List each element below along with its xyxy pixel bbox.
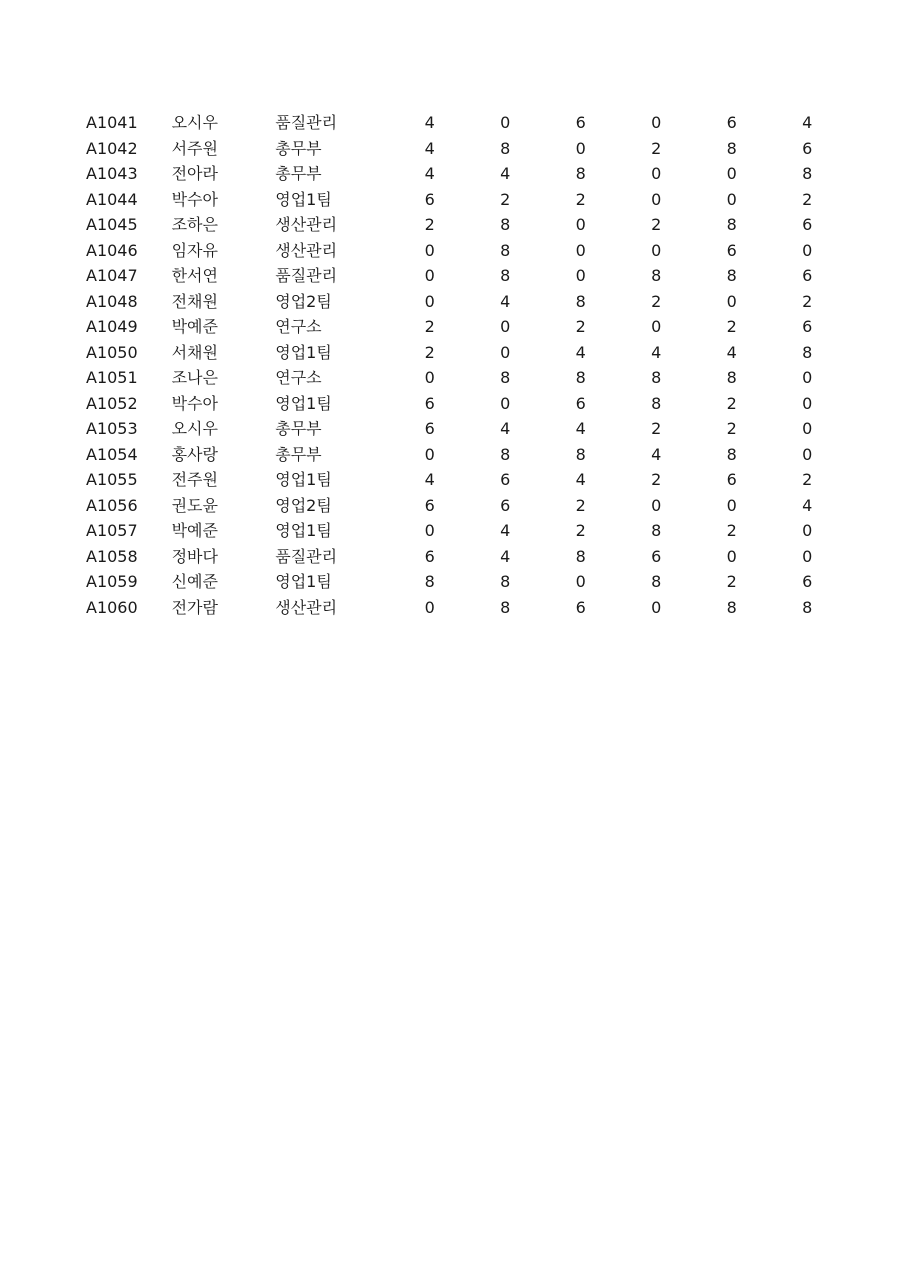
score-cell: 8 — [424, 572, 435, 591]
table-row — [80, 467, 845, 493]
score-cell: 6 — [424, 495, 435, 515]
score-cell: 2 — [651, 470, 662, 489]
department-cell: 생산관리 — [275, 240, 338, 260]
score-cell: 0 — [424, 368, 435, 387]
table-row — [80, 595, 845, 621]
score-cell: 2 — [575, 317, 586, 336]
score-cell: 0 — [575, 138, 586, 158]
score-cell: 2 — [424, 317, 435, 336]
score-cell: 4 — [424, 113, 435, 132]
score-cell: 0 — [575, 266, 586, 285]
score-cell: 8 — [500, 240, 511, 260]
score-cell: 2 — [651, 291, 662, 311]
score-cell: 8 — [802, 342, 813, 362]
employee-id-cell: A1053 — [86, 419, 138, 438]
employee-name-cell: 정바다 — [171, 546, 218, 566]
employee-name-cell: 전채원 — [171, 291, 218, 311]
score-cell: 0 — [424, 521, 435, 540]
score-cell: 2 — [651, 419, 662, 438]
score-cell: 8 — [651, 368, 662, 387]
department-cell: 영업1팀 — [275, 342, 332, 362]
score-cell: 8 — [500, 572, 511, 591]
score-cell: 8 — [500, 138, 511, 158]
score-cell: 4 — [651, 342, 662, 362]
score-cell: 4 — [802, 113, 813, 132]
score-cell: 8 — [500, 215, 511, 234]
score-cell: 0 — [500, 113, 511, 132]
department-cell: 총무부 — [275, 164, 322, 183]
score-cell: 4 — [651, 444, 662, 464]
employee-name-cell: 홍사랑 — [171, 444, 218, 464]
score-cell: 6 — [424, 393, 435, 413]
score-cell: 0 — [575, 572, 586, 591]
score-cell: 0 — [802, 419, 813, 438]
table-row — [80, 569, 845, 595]
employee-id-cell: A1047 — [86, 266, 138, 285]
table-row — [80, 493, 845, 519]
score-cell: 8 — [651, 572, 662, 591]
employee-id-cell: A1041 — [86, 113, 138, 132]
employee-id-cell: A1059 — [86, 572, 138, 591]
employee-name-cell: 권도윤 — [171, 495, 218, 515]
score-cell: 6 — [500, 495, 511, 515]
department-cell: 영업1팀 — [275, 521, 332, 540]
score-cell: 2 — [726, 419, 737, 438]
score-cell: 0 — [651, 189, 662, 209]
employee-id-cell: A1055 — [86, 470, 138, 489]
score-cell: 2 — [802, 291, 813, 311]
score-cell: 4 — [575, 470, 586, 489]
score-cell: 6 — [575, 113, 586, 132]
score-cell: 2 — [651, 215, 662, 234]
department-cell: 생산관리 — [275, 597, 338, 617]
score-cell: 2 — [802, 189, 813, 209]
table-row — [80, 518, 845, 544]
score-cell: 6 — [500, 470, 511, 489]
employee-name-cell: 박수아 — [171, 393, 218, 413]
score-cell: 0 — [651, 597, 662, 617]
score-cell: 6 — [726, 470, 737, 489]
score-cell: 2 — [726, 521, 737, 540]
score-cell: 0 — [500, 393, 511, 413]
table-row — [80, 365, 845, 391]
score-cell: 0 — [424, 266, 435, 285]
score-cell: 2 — [802, 470, 813, 489]
score-cell: 8 — [726, 597, 737, 617]
score-cell: 4 — [500, 291, 511, 311]
score-cell: 0 — [651, 317, 662, 336]
score-cell: 0 — [500, 317, 511, 336]
score-cell: 4 — [500, 164, 511, 183]
table-row — [80, 187, 845, 213]
score-cell: 8 — [651, 521, 662, 540]
department-cell: 영업2팀 — [275, 495, 332, 515]
employee-id-cell: A1048 — [86, 291, 138, 311]
employee-name-cell: 오시우 — [171, 113, 218, 132]
department-cell: 연구소 — [275, 368, 322, 387]
table-row — [80, 391, 845, 417]
score-cell: 8 — [500, 444, 511, 464]
score-cell: 4 — [424, 470, 435, 489]
score-cell: 0 — [575, 240, 586, 260]
employee-name-cell: 임자유 — [171, 240, 218, 260]
score-cell: 0 — [424, 240, 435, 260]
score-cell: 6 — [802, 572, 813, 591]
score-cell: 2 — [726, 393, 737, 413]
table-row — [80, 442, 845, 468]
table-row — [80, 110, 845, 136]
score-cell: 0 — [726, 495, 737, 515]
score-cell: 2 — [726, 572, 737, 591]
score-cell: 8 — [500, 368, 511, 387]
table-row — [80, 263, 845, 289]
score-cell: 4 — [575, 342, 586, 362]
score-cell: 8 — [651, 393, 662, 413]
employee-name-cell: 한서연 — [171, 266, 218, 285]
score-cell: 6 — [651, 546, 662, 566]
employee-id-cell: A1049 — [86, 317, 138, 336]
score-cell: 8 — [575, 164, 586, 183]
employee-name-cell: 전아라 — [171, 164, 218, 183]
score-cell: 0 — [575, 215, 586, 234]
table-row — [80, 136, 845, 162]
department-cell: 영업2팀 — [275, 291, 332, 311]
score-cell: 2 — [575, 495, 586, 515]
score-cell: 0 — [424, 444, 435, 464]
employee-name-cell: 박예준 — [171, 521, 218, 540]
table-row — [80, 314, 845, 340]
score-cell: 4 — [575, 419, 586, 438]
score-cell: 0 — [802, 521, 813, 540]
score-cell: 8 — [726, 138, 737, 158]
score-cell: 4 — [500, 521, 511, 540]
department-cell: 영업1팀 — [275, 572, 332, 591]
score-cell: 4 — [424, 164, 435, 183]
department-cell: 총무부 — [275, 419, 322, 438]
score-cell: 6 — [575, 597, 586, 617]
score-cell: 2 — [500, 189, 511, 209]
score-cell: 0 — [424, 597, 435, 617]
employee-id-cell: A1042 — [86, 138, 138, 158]
employee-id-cell: A1046 — [86, 240, 138, 260]
table-row — [80, 289, 845, 315]
score-cell: 0 — [802, 444, 813, 464]
employee-name-cell: 박수아 — [171, 189, 218, 209]
score-cell: 0 — [726, 546, 737, 566]
score-cell: 4 — [726, 342, 737, 362]
score-cell: 6 — [802, 138, 813, 158]
table-row — [80, 212, 845, 238]
employee-id-cell: A1058 — [86, 546, 138, 566]
score-cell: 6 — [802, 266, 813, 285]
score-cell: 8 — [726, 444, 737, 464]
score-cell: 6 — [424, 189, 435, 209]
department-cell: 생산관리 — [275, 215, 338, 234]
department-cell: 품질관리 — [275, 113, 338, 132]
department-cell: 총무부 — [275, 444, 322, 464]
department-cell: 품질관리 — [275, 266, 338, 285]
employee-id-cell: A1060 — [86, 597, 138, 617]
score-cell: 0 — [651, 240, 662, 260]
score-cell: 0 — [726, 291, 737, 311]
department-cell: 영업1팀 — [275, 393, 332, 413]
score-cell: 2 — [575, 189, 586, 209]
employee-name-cell: 조하은 — [171, 215, 218, 234]
score-cell: 8 — [575, 368, 586, 387]
score-cell: 8 — [726, 266, 737, 285]
score-cell: 8 — [575, 546, 586, 566]
score-cell: 4 — [424, 138, 435, 158]
score-cell: 0 — [802, 240, 813, 260]
table-row — [80, 416, 845, 442]
score-cell: 0 — [802, 368, 813, 387]
score-cell: 2 — [575, 521, 586, 540]
score-cell: 4 — [802, 495, 813, 515]
table-row — [80, 238, 845, 264]
department-cell: 영업1팀 — [275, 189, 332, 209]
score-cell: 6 — [575, 393, 586, 413]
score-cell: 6 — [726, 240, 737, 260]
employee-id-cell: A1054 — [86, 444, 138, 464]
score-cell: 2 — [424, 215, 435, 234]
employee-name-cell: 조나은 — [171, 368, 218, 387]
employee-name-cell: 전주원 — [171, 470, 218, 489]
table-row — [80, 544, 845, 570]
employee-name-cell: 서주원 — [171, 138, 218, 158]
score-cell: 4 — [500, 546, 511, 566]
score-cell: 0 — [500, 342, 511, 362]
score-cell: 8 — [651, 266, 662, 285]
score-cell: 6 — [726, 113, 737, 132]
score-cell: 2 — [424, 342, 435, 362]
score-cell: 4 — [500, 419, 511, 438]
department-cell: 품질관리 — [275, 546, 338, 566]
employee-name-cell: 오시우 — [171, 419, 218, 438]
score-cell: 6 — [802, 317, 813, 336]
department-cell: 연구소 — [275, 317, 322, 336]
score-cell: 8 — [500, 266, 511, 285]
employee-id-cell: A1051 — [86, 368, 138, 387]
table-row — [80, 340, 845, 366]
score-cell: 0 — [651, 164, 662, 183]
employee-name-cell: 서채원 — [171, 342, 218, 362]
score-cell: 8 — [726, 368, 737, 387]
score-cell: 8 — [802, 164, 813, 183]
employee-id-cell: A1057 — [86, 521, 138, 540]
score-cell: 8 — [802, 597, 813, 617]
score-cell: 8 — [726, 215, 737, 234]
department-cell: 영업1팀 — [275, 470, 332, 489]
employee-id-cell: A1050 — [86, 342, 138, 362]
score-cell: 0 — [802, 546, 813, 566]
score-cell: 2 — [726, 317, 737, 336]
employee-id-cell: A1044 — [86, 189, 138, 209]
score-cell: 8 — [575, 444, 586, 464]
score-cell: 0 — [726, 189, 737, 209]
score-cell: 0 — [651, 495, 662, 515]
employee-id-cell: A1045 — [86, 215, 138, 234]
data-table — [80, 110, 845, 620]
score-cell: 8 — [575, 291, 586, 311]
score-cell: 6 — [424, 546, 435, 566]
department-cell: 총무부 — [275, 138, 322, 158]
employee-name-cell: 박예준 — [171, 317, 218, 336]
employee-id-cell: A1056 — [86, 495, 138, 515]
score-cell: 0 — [802, 393, 813, 413]
employee-id-cell: A1043 — [86, 164, 138, 183]
employee-name-cell: 신예준 — [171, 572, 218, 591]
score-cell: 6 — [424, 419, 435, 438]
score-cell: 0 — [726, 164, 737, 183]
employee-name-cell: 전가람 — [171, 597, 218, 617]
table-row — [80, 161, 845, 187]
table-body — [80, 110, 845, 620]
score-cell: 2 — [651, 138, 662, 158]
score-cell: 0 — [424, 291, 435, 311]
score-cell: 8 — [500, 597, 511, 617]
score-cell: 6 — [802, 215, 813, 234]
employee-id-cell: A1052 — [86, 393, 138, 413]
score-cell: 0 — [651, 113, 662, 132]
